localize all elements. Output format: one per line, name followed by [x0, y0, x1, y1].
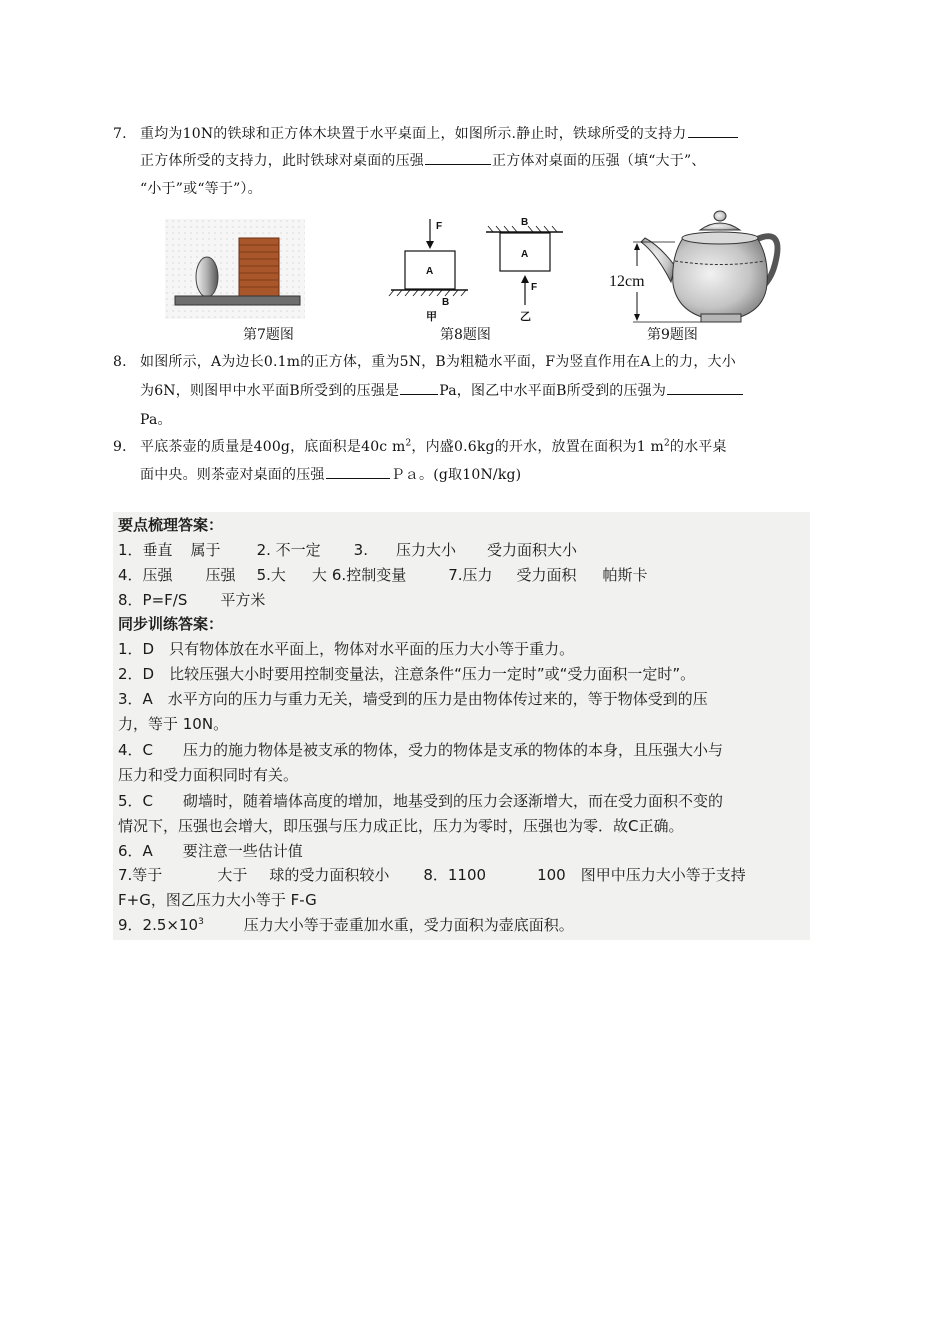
text: Pa，图乙中水平面B所受到的压强为: [439, 383, 667, 399]
text: 平底茶壶的质量是400g，底面积是40c m: [140, 439, 406, 455]
text: 正方体对桌面的压强（填“大于”、: [492, 153, 706, 169]
label-F-yi: F: [531, 282, 538, 293]
answer-section-title: 同步训练答案：: [118, 615, 224, 633]
figure-7-caption: 第7题图: [243, 327, 294, 343]
answer-item: 大: [311, 566, 327, 584]
figure-9-teapot: [605, 206, 785, 326]
answer-item: 2. 不一定: [256, 541, 321, 559]
text: 正方体所受的支持力，此时铁球对桌面的压强: [140, 153, 424, 169]
superscript: 2: [663, 438, 670, 449]
answer-row: [118, 913, 574, 937]
height-label: 12cm: [609, 273, 645, 290]
answer-item: 图甲中压力大小等于支持: [580, 866, 746, 884]
answer-item: 属于: [190, 541, 221, 559]
answer-blank: [667, 379, 743, 395]
answer-item: 平方米: [220, 591, 266, 609]
answer-key: [113, 512, 810, 940]
answer-row: 3．A 水平方向的压力与重力无关，墙受到的压力是由物体传过来的，等于物体受到的压: [118, 690, 708, 708]
question-text-line: [140, 433, 727, 461]
answer-item: 压力大小: [395, 541, 456, 559]
figure-8-force-diagrams: [388, 215, 563, 325]
answer-row: 5．C 砌墙时，随着墙体高度的增加，地基受到的压力会逐渐增大，而在受力面积不变的: [118, 792, 724, 810]
superscript: 2: [405, 438, 412, 449]
answer-row: 4．C 压力的施力物体是被支承的物体，受力的物体是支承的物体的本身，且压强大小与: [118, 741, 724, 759]
question-text-line: [140, 147, 706, 175]
answer-row: 力，等于 10N。: [118, 715, 229, 733]
answer-item: 5.大: [256, 566, 286, 584]
answer-row: [118, 538, 577, 562]
answer-row: [118, 588, 265, 612]
label-jia: 甲: [426, 311, 437, 323]
label-F-jia: F: [436, 221, 443, 232]
answer-row: [118, 863, 746, 887]
answer-item: 压力大小等于壶重加水重，受力面积为壶底面积。: [243, 916, 574, 934]
text: 重均为10N的铁球和正方体木块置于水平桌面上，如图所示.静止时，铁球所受的支持力: [140, 126, 687, 142]
answer-section-title: 要点梳理答案：: [118, 516, 224, 534]
label-A-yi: A: [521, 249, 529, 260]
answer-row: 情况下，压强也会增大，即压强与压力成正比，压力为零时，压强也为零．故C正确。: [118, 817, 684, 835]
answer-row: F+G，图乙压力大小等于 F-G: [118, 891, 317, 909]
answer-item: 3.: [353, 541, 368, 559]
question-text-line: “小于”或“等于”）。: [140, 181, 262, 197]
answer-item: 7.等于: [118, 866, 163, 884]
answer-blank: [400, 379, 438, 395]
answer-item: 9．2.5×10: [118, 916, 199, 934]
answer-item: 100: [537, 866, 566, 884]
superscript: 3: [198, 917, 204, 927]
answer-item: 8．1100: [423, 866, 487, 884]
figure-8-caption: 第8题图: [440, 327, 491, 343]
answer-item: 压强: [205, 566, 236, 584]
question-number: 9．: [113, 439, 137, 455]
answer-item: 6.控制变量: [331, 566, 407, 584]
text: 面中央。则茶壶对桌面的压强: [140, 467, 325, 483]
figure-7-ball-and-block: [165, 219, 305, 319]
question-text-line: 如图所示，A为边长0.1m的正方体，重为5N，B为粗糙水平面，F为竖直作用在A上的力，大小: [140, 354, 736, 370]
answer-item: 受力面积: [516, 566, 577, 584]
answer-item: 帕斯卡: [602, 566, 648, 584]
label-yi: 乙: [520, 311, 531, 323]
question-number: 8.: [113, 354, 127, 370]
answer-row: 压力和受力面积同时有关。: [118, 766, 299, 784]
answer-blank: [425, 149, 491, 165]
answer-row: 2．D 比较压强大小时要用控制变量法，注意条件“压力一定时”或“受力面积一定时”。: [118, 665, 696, 683]
label-B-yi: B: [521, 217, 529, 228]
answer-item: 1．垂直: [118, 541, 173, 559]
question-text-line: [140, 461, 521, 489]
answer-item: 4．压强: [118, 566, 173, 584]
question-number: 7.: [113, 126, 127, 142]
answer-item: 受力面积大小: [486, 541, 577, 559]
answer-blank: [326, 463, 390, 479]
label-A-jia: A: [426, 266, 434, 277]
question-text-line: [140, 120, 739, 148]
answer-item: 球的受力面积较小: [269, 866, 390, 884]
text: 的水平桌: [669, 439, 727, 455]
answer-blank: [688, 122, 738, 138]
answer-item: 7.压力: [448, 566, 493, 584]
text: Ｐａ。(g取10N/kg): [390, 467, 522, 483]
text: 为6N，则图甲中水平面B所受到的压强是: [140, 383, 400, 399]
question-text-line: Pa。: [140, 412, 172, 428]
question-text-line: [140, 377, 744, 405]
text: ，内盛0.6kg的开水，放置在面积为1 m: [411, 439, 664, 455]
figure-9-caption: 第9题图: [647, 327, 698, 343]
answer-item: 8．P=F/S: [118, 591, 188, 609]
answer-item: 大于: [217, 866, 248, 884]
answer-row: 1．D 只有物体放在水平面上，物体对水平面的压力大小等于重力。: [118, 640, 575, 658]
answer-row: 6．A 要注意一些估计值: [118, 842, 303, 860]
answer-row: [118, 563, 648, 587]
label-B-jia: B: [442, 297, 450, 308]
